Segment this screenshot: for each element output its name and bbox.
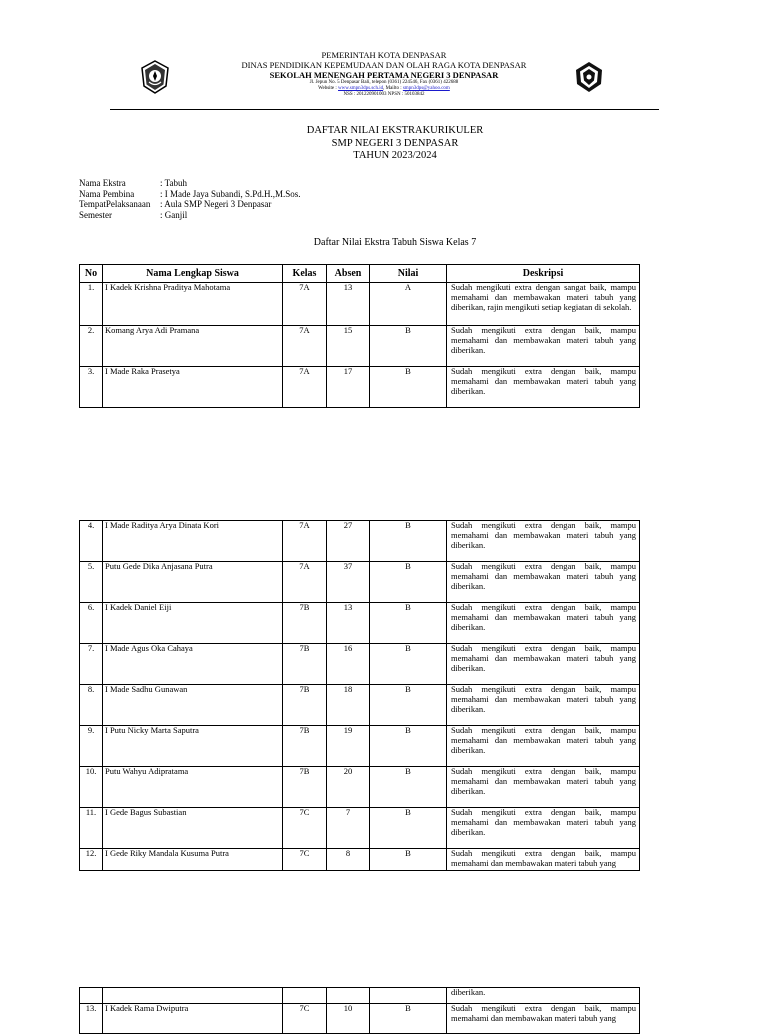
table-row: 11. I Gede Bagus Subastian 7C 7 B Sudah mengikuti extra dengan baik, mampu memahami dan membawakan materi tabuh yang diberikan. bbox=[80, 808, 640, 849]
email-link[interactable]: smpn3dps@yahoo.com bbox=[402, 86, 450, 91]
letterhead bbox=[0, 50, 768, 98]
letterhead-divider bbox=[110, 109, 659, 110]
table-row: 6. I Kadek Daniel Eiji 7B 13 B Sudah mengikuti extra dengan baik, mampu memahami dan membawakan materi tabuh yang diberikan. bbox=[80, 603, 640, 644]
table-row: 7. I Made Agus Oka Cahaya 7B 16 B Sudah mengikuti extra dengan baik, mampu memahami dan membawakan materi tabuh yang diberikan. bbox=[80, 644, 640, 685]
info-row: Nama Ekstra : Tabuh bbox=[79, 178, 187, 188]
table-header-row bbox=[80, 265, 640, 283]
header-name: Nama Lengkap Siswa bbox=[103, 265, 283, 283]
table-row: 8. I Made Sadhu Gunawan 7B 18 B Sudah mengikuti extra dengan baik, mampu memahami dan membawakan materi tabuh yang diberikan. bbox=[80, 685, 640, 726]
grades-table bbox=[79, 264, 640, 408]
school-name: SEKOLAH MENENGAH PERTAMA NEGERI 3 DENPASAR bbox=[269, 70, 499, 80]
header-no: No bbox=[80, 265, 103, 283]
government-name: PEMERINTAH KOTA DENPASAR bbox=[321, 50, 447, 60]
table-row: 13. I Kadek Rama Dwiputra 7C 10 B Sudah mengikuti extra dengan baik, mampu memahami dan membawakan materi tabuh yang bbox=[80, 1004, 640, 1034]
document-title: DAFTAR NILAI EKSTRAKURIKULER SMP NEGERI 3 DENPASAR TAHUN 2023/2024 bbox=[306, 125, 484, 161]
header-nilai: Nilai bbox=[370, 265, 447, 283]
table-row: 9. I Putu Nicky Marta Saputra 7B 19 B Sudah mengikuti extra dengan baik, mampu memahami dan membawakan materi tabuh yang diberikan. bbox=[80, 726, 640, 767]
info-row: Nama Pembina : I Made Jaya Subandi, S.Pd.H.,M.Sos. bbox=[79, 188, 301, 199]
info-row: Semester : Ganjil bbox=[79, 209, 188, 220]
table-row: 5. Putu Gede Dika Anjasana Putra 7A 37 B Sudah mengikuti extra dengan baik, mampu memahami dan membawakan materi tabuh yang diberikan. bbox=[80, 562, 640, 603]
department-name: DINAS PENDIDIKAN KEPEMUDAAN DAN OLAH RAGA KOTA DENPASAR bbox=[241, 60, 527, 70]
school-address: Jl. Jepun No. 5 Denpasar Bali, telepon (0361) 224546, Fax (0361) 422688 bbox=[309, 80, 459, 85]
table-caption: Daftar Nilai Ekstra Tabuh Siswa Kelas 7 bbox=[313, 237, 477, 248]
grades-table-continued bbox=[79, 520, 640, 871]
table-row: diberikan. bbox=[80, 988, 640, 1004]
table-row: 12. I Gede Riky Mandala Kusuma Putra 7C 8 B Sudah mengikuti extra dengan baik, mampu memahami dan membawakan materi tabuh yang bbox=[80, 849, 640, 871]
grades-table-continued-2 bbox=[79, 987, 640, 1034]
school-ids: NSS : 201220901003 NPSN : 50103842 bbox=[343, 92, 425, 97]
header-absen: Absen bbox=[327, 265, 370, 283]
school-contact: Website : www.smpn3dps.sch.id, Mailto : smpn3dps@yahoo.com bbox=[318, 86, 450, 91]
website-link[interactable]: www.smpn3dps.sch.id bbox=[338, 86, 384, 91]
table-row: 2. Komang Arya Adi Pramana 7A 15 B Sudah mengikuti extra dengan baik, mampu memahami dan membawakan materi tabuh yang diberikan. bbox=[80, 326, 640, 367]
extracurricular-info bbox=[79, 178, 301, 220]
table-row: 4. I Made Raditya Arya Dinata Kori 7A 27 B Sudah mengikuti extra dengan baik, mampu memahami dan membawakan materi tabuh yang diberikan. bbox=[80, 521, 640, 562]
header-kelas: Kelas bbox=[283, 265, 327, 283]
table-row: 1. I Kadek Krishna Praditya Mahotama 7A 13 A Sudah mengikuti extra dengan sangat baik, mampu memahami dan membawakan materi tabuh yang diberikan, rajin mengikuti setiap kegiatan di sekolah. bbox=[80, 283, 640, 326]
info-row: TempatPelaksanaan : Aula SMP Negeri 3 Denpasar bbox=[79, 199, 272, 209]
header-deskripsi: Deskripsi bbox=[447, 265, 640, 283]
table-row: 10. Putu Wahyu Adipratama 7B 20 B Sudah mengikuti extra dengan baik, mampu memahami dan membawakan materi tabuh yang diberikan. bbox=[80, 767, 640, 808]
table-row: 3. I Made Raka Prasetya 7A 17 B Sudah mengikuti extra dengan baik, mampu memahami dan membawakan materi tabuh yang diberikan. bbox=[80, 367, 640, 408]
